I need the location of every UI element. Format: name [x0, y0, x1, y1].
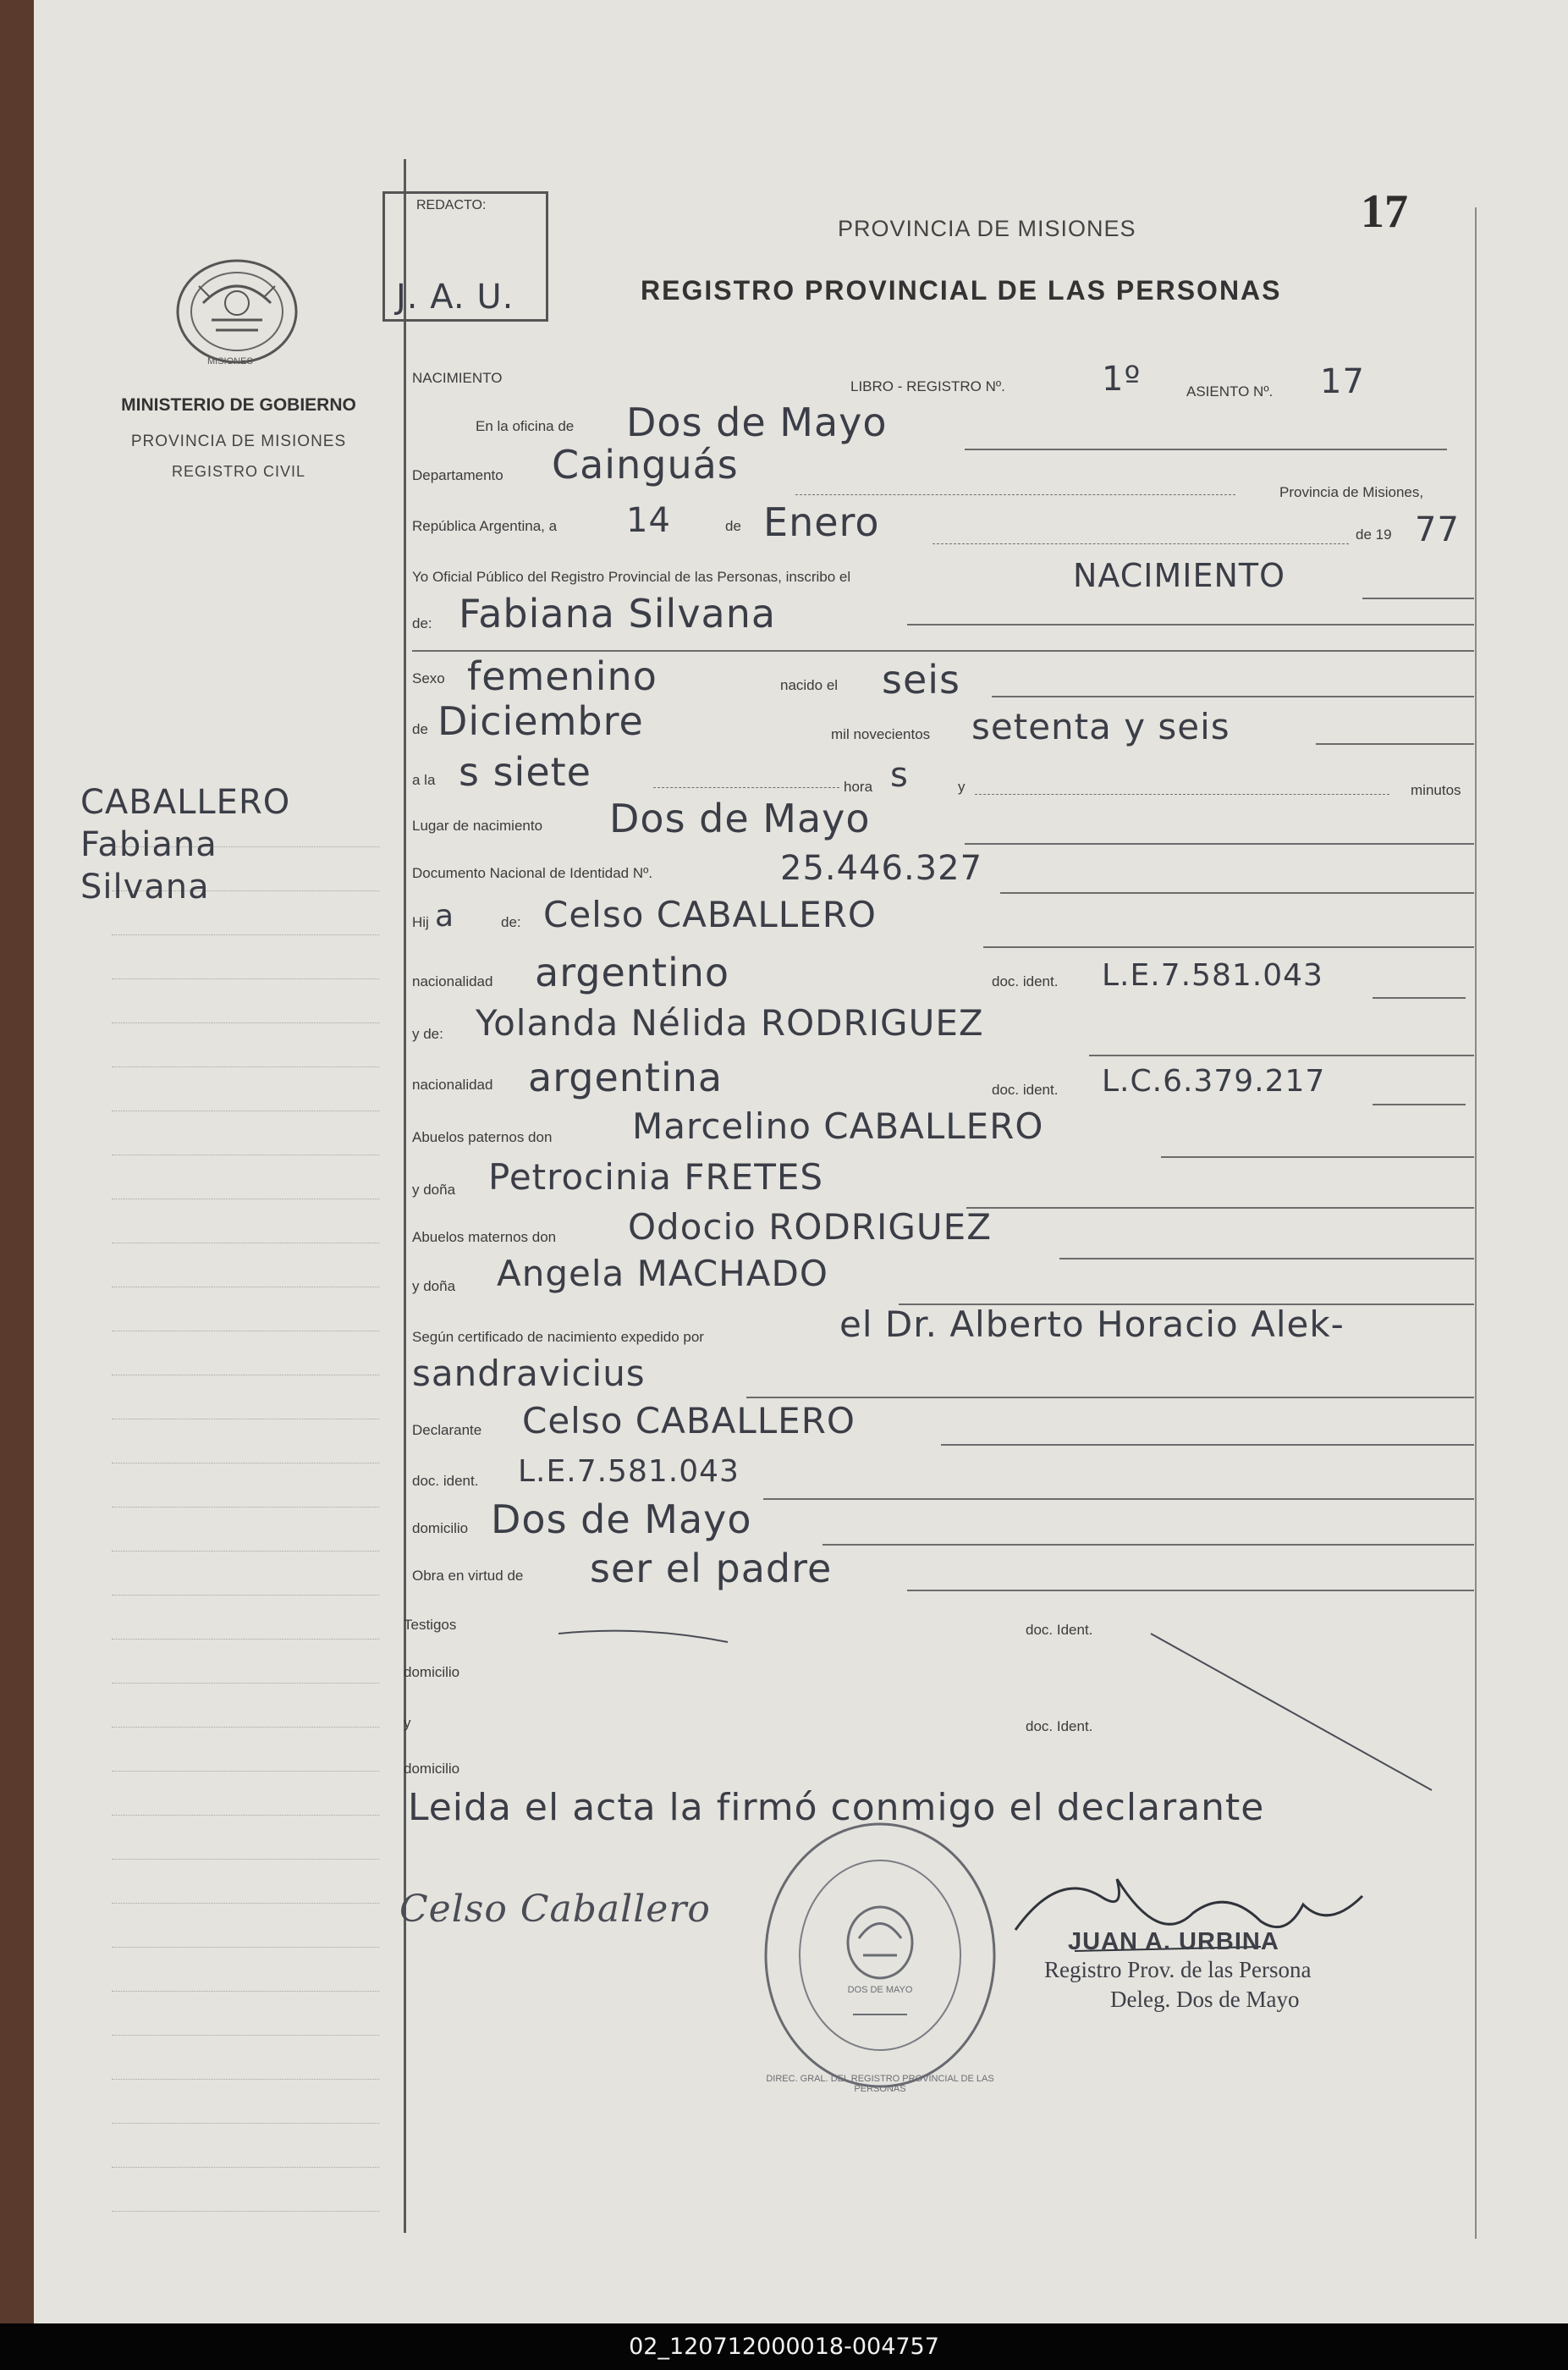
- declarante-line: [941, 1444, 1474, 1446]
- domicilio-value: Dos de Mayo: [491, 1496, 752, 1542]
- ab-pat-value: Marcelino CABALLERO: [632, 1105, 1044, 1147]
- hijo-suffix: a: [435, 899, 455, 934]
- margin-rule-line: [112, 2123, 379, 2124]
- official-office: Deleg. Dos de Mayo: [1110, 1987, 1300, 2012]
- madre-label: y de:: [412, 1026, 443, 1042]
- ab-pat-dona-label: y doña: [412, 1182, 456, 1198]
- mes-nac-value: Diciembre: [437, 698, 644, 744]
- margin-rule-line: [112, 1859, 379, 1860]
- margin-rule-line: [112, 1022, 379, 1023]
- sexo-label: Sexo: [412, 670, 445, 686]
- dni-value: 25.446.327: [780, 849, 983, 888]
- nombre-label: de:: [412, 615, 432, 631]
- margin-note-first-name: Fabiana: [80, 825, 217, 864]
- ab-mat-value: Odocio RODRIGUEZ: [628, 1206, 992, 1248]
- margin-rule-line: [112, 2079, 379, 2080]
- segun-line-2: [746, 1397, 1474, 1398]
- mes-value: Enero: [763, 499, 880, 545]
- anio-nac-line: [1316, 743, 1474, 745]
- official-stamp-icon: [753, 1816, 1007, 2095]
- ab-mat-dona-value: Angela MACHADO: [497, 1253, 828, 1294]
- margin-rule-line: [112, 934, 379, 935]
- segun-label: Según certificado de nacimiento expedido por: [412, 1329, 704, 1345]
- declarante-value: Celso CABALLERO: [522, 1400, 856, 1441]
- stamp-text-inner: DOS DE MAYO: [847, 1985, 913, 1995]
- header-title: REGISTRO PROVINCIAL DE LAS PERSONAS: [641, 275, 1282, 306]
- ministry-province: PROVINCIA DE MISIONES: [130, 433, 347, 450]
- ministry-registry: REGISTRO CIVIL: [171, 463, 306, 480]
- segun-value: el Dr. Alberto Horacio Alek-: [839, 1304, 1345, 1345]
- testigos-docident-label: doc. Ident.: [1026, 1622, 1093, 1638]
- testigos-y-label: y: [404, 1715, 411, 1731]
- document-page: [34, 0, 1568, 2323]
- domicilio-label: domicilio: [412, 1520, 469, 1536]
- lugar-label: Lugar de nacimiento: [412, 818, 543, 834]
- anio-nac-value: setenta y seis: [971, 706, 1230, 747]
- lugar-value: Dos de Mayo: [609, 796, 871, 841]
- margin-rule-line: [112, 1815, 379, 1816]
- margin-rule-line: [112, 1639, 379, 1640]
- stamp-text-outer: DIREC. GRAL. DEL REGISTRO PROVINCIAL DE LAS PERSONAS: [766, 2074, 994, 2094]
- oficina-value: Dos de Mayo: [626, 400, 888, 445]
- libro-value: 1º: [1102, 360, 1142, 399]
- testigos-label: Testigos: [404, 1617, 457, 1633]
- domicilio-line: [823, 1544, 1474, 1546]
- redacto-label: REDACTO:: [416, 198, 487, 212]
- oficial-label: Yo Oficial Público del Registro Provincial de las Personas, inscribo el: [412, 569, 851, 585]
- hora-line: [653, 787, 839, 788]
- madre-docident-label: doc. ident.: [992, 1082, 1059, 1098]
- de-label: de: [725, 518, 741, 534]
- dia-value: 14: [626, 501, 671, 540]
- padre-docident-label: doc. ident.: [992, 973, 1059, 989]
- ab-pat-line: [1161, 1156, 1474, 1158]
- obra-line: [907, 1590, 1474, 1591]
- ab-pat-label: Abuelos paternos don: [412, 1129, 553, 1145]
- margin-rule-line: [112, 1771, 379, 1772]
- padre-nac-value: argentino: [535, 950, 730, 995]
- republica-label: República Argentina, a: [412, 518, 558, 534]
- header-province: PROVINCIA DE MISIONES: [838, 216, 1136, 241]
- obra-label: Obra en virtud de: [412, 1568, 524, 1584]
- official-name: JUAN A. URBINA: [1068, 1928, 1279, 1955]
- nombre-line: [907, 624, 1474, 626]
- testigos-docident2-label: doc. Ident.: [1026, 1718, 1093, 1734]
- margin-note-second-name: Silvana: [80, 868, 210, 907]
- ab-mat-label: Abuelos maternos don: [412, 1229, 557, 1245]
- padre-doc-line: [1373, 997, 1466, 999]
- nombre-value: Fabiana Silvana: [459, 591, 777, 637]
- ab-mat-dona-label: y doña: [412, 1278, 456, 1294]
- minutos-line: [975, 794, 1389, 795]
- hora-label: hora: [844, 779, 873, 795]
- official-title: Registro Prov. de las Persona: [1044, 1957, 1312, 1982]
- provincia-label: Provincia de Misiones,: [1279, 484, 1424, 500]
- nombre-line-2: [412, 650, 1474, 652]
- sexo-value: femenino: [467, 653, 657, 699]
- margin-rule-line: [112, 1903, 379, 1904]
- ab-pat-dona-line: [966, 1207, 1474, 1209]
- declarante-doc-value: L.E.7.581.043: [518, 1454, 740, 1489]
- ala-label: a la: [412, 772, 436, 788]
- ab-pat-dona-value: Petrocinia FRETES: [488, 1156, 824, 1198]
- padre-nac-label: nacionalidad: [412, 973, 493, 989]
- y-label: y: [958, 779, 966, 795]
- lugar-line: [965, 843, 1474, 845]
- madre-nac-value: argentina: [528, 1055, 723, 1100]
- nacido-line: [992, 696, 1474, 697]
- margin-rule-line: [112, 2035, 379, 2036]
- margin-rule-line: [112, 1551, 379, 1552]
- margin-note-surname: CABALLERO: [80, 783, 291, 822]
- declarante-docident-label: doc. ident.: [412, 1473, 479, 1489]
- mil-label: mil novecientos: [831, 726, 931, 742]
- minutos-label: minutos: [1411, 782, 1461, 798]
- departamento-line: [795, 494, 1235, 495]
- type-label: NACIMIENTO: [412, 370, 503, 386]
- provincial-seal-icon: [165, 252, 309, 371]
- madre-nac-label: nacionalidad: [412, 1077, 493, 1093]
- declarante-doc-line: [763, 1498, 1474, 1500]
- margin-rule-line: [112, 1727, 379, 1728]
- hijo-de-label: de:: [501, 914, 521, 930]
- hora-value: s siete: [459, 749, 591, 795]
- margin-rule-line: [112, 1066, 379, 1067]
- libro-label: LIBRO - REGISTRO Nº.: [850, 378, 1005, 394]
- margin-rule-line: [112, 1947, 379, 1948]
- ministry-title: MINISTERIO DE GOBIERNO: [121, 395, 356, 415]
- declarant-signature: Celso Caballero: [399, 1888, 711, 1931]
- closing-value: Leida el acta la firmó conmigo el declarante: [408, 1786, 1265, 1829]
- margin-rule-line: [112, 1991, 379, 1992]
- margin-rule-line: [112, 978, 379, 979]
- nacido-value: seis: [882, 657, 961, 703]
- padre-value: Celso CABALLERO: [543, 894, 877, 935]
- margin-rule-line: [112, 1595, 379, 1596]
- ab-mat-line: [1059, 1258, 1474, 1259]
- nacido-label: nacido el: [780, 677, 839, 693]
- hijo-label: Hij: [412, 914, 429, 930]
- image-caption: 02_120712000018-004757: [629, 2334, 939, 2360]
- margin-rule-line: [112, 2211, 379, 2212]
- departamento-label: Departamento: [412, 467, 503, 483]
- inscribo-line: [1362, 598, 1474, 599]
- madre-doc-line: [1373, 1104, 1466, 1105]
- inscribo-value: NACIMIENTO: [1073, 557, 1286, 594]
- oficina-line: [965, 449, 1447, 450]
- year-value: 77: [1415, 510, 1460, 549]
- padre-line: [983, 946, 1474, 948]
- margin-rule-line: [112, 1683, 379, 1684]
- padre-doc-value: L.E.7.581.043: [1102, 958, 1323, 993]
- dni-line: [1000, 892, 1474, 894]
- departamento-value: Cainguás: [552, 442, 739, 488]
- madre-doc-value: L.C.6.379.217: [1102, 1064, 1326, 1099]
- page-number: 17: [1361, 185, 1408, 238]
- asiento-label: ASIENTO Nº.: [1186, 383, 1274, 400]
- declarante-label: Declarante: [412, 1422, 482, 1438]
- year-label: de 19: [1356, 526, 1392, 543]
- form-right-border: [1475, 207, 1477, 2239]
- madre-line: [1089, 1055, 1474, 1056]
- cancellation-strokes: [542, 1608, 1472, 1794]
- testigos-domicilio2-label: domicilio: [404, 1761, 460, 1777]
- segun-value-2: sandravicius: [412, 1353, 646, 1394]
- margin-rule-line: [112, 2167, 379, 2168]
- dni-label: Documento Nacional de Identidad Nº.: [412, 865, 653, 881]
- redacto-value: J. A. U.: [396, 278, 514, 317]
- mes-nac-label: de: [412, 721, 428, 737]
- obra-value: ser el padre: [590, 1546, 833, 1591]
- seal-label: MISIONES: [207, 356, 253, 367]
- madre-value: Yolanda Nélida RODRIGUEZ: [476, 1002, 984, 1044]
- oficina-label: En la oficina de: [476, 418, 575, 434]
- mes-line: [933, 543, 1349, 544]
- asiento-value: 17: [1320, 362, 1365, 401]
- testigos-domicilio-label: domicilio: [404, 1664, 460, 1680]
- hora-s: s: [890, 756, 909, 795]
